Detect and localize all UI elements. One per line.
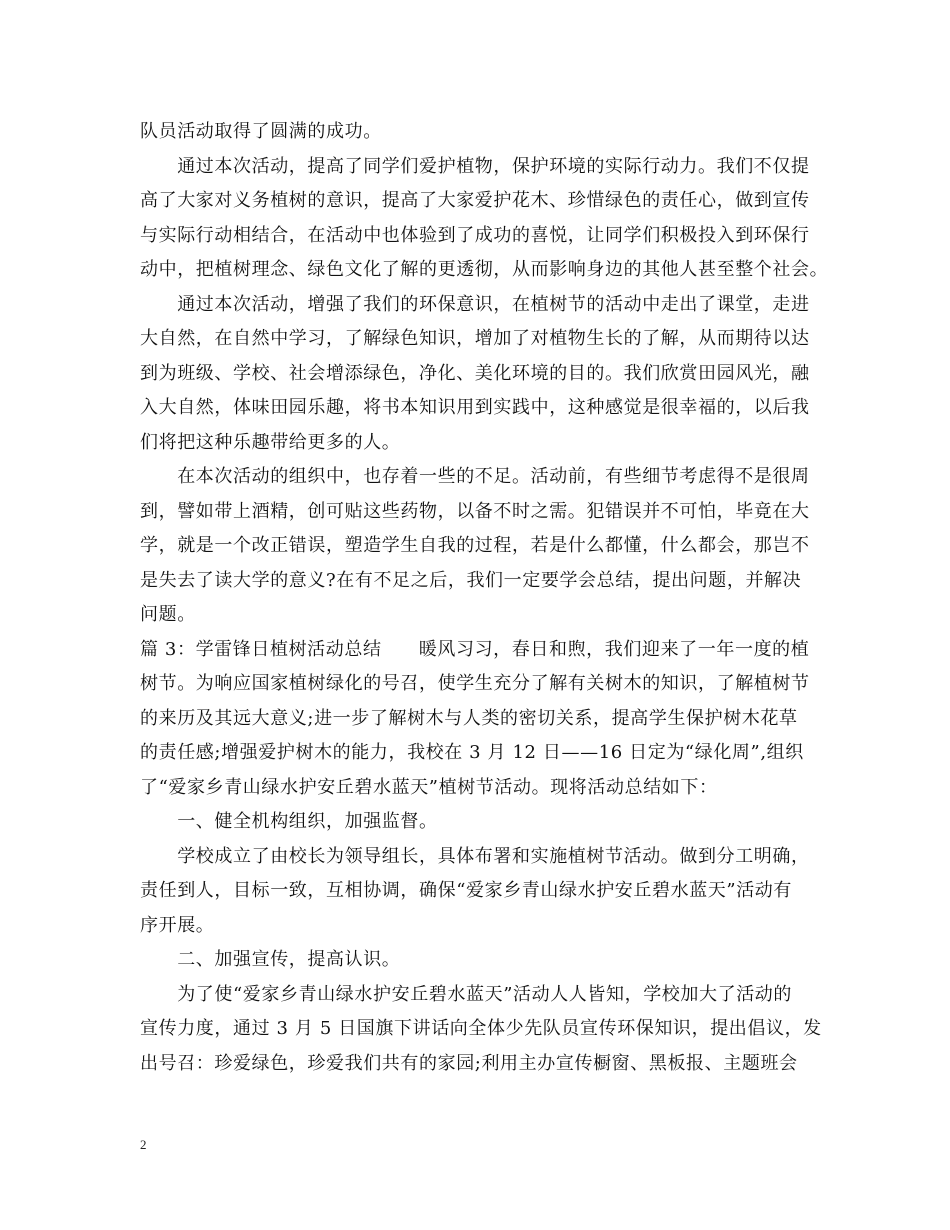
subheading-line: 二、加强宣传，提高认识。 (140, 949, 401, 970)
text-line: 是失去了读大学的意义?在有不足之后，我们一定要学会总结，提出问题，并解决 (140, 569, 802, 591)
text-line: 在本次活动的组织中，也存着一些的不足。活动前，有些细节考虑得不是很周 (140, 466, 810, 487)
text-line: 学，就是一个改正错误，塑造学生自我的过程，若是什么都懂，什么都会，那岂不 (140, 535, 810, 556)
text-line: 动中，把植树理念、绿色文化了解的更透彻，从而影响身边的其他人甚至整个社会。 (140, 259, 829, 280)
text-line: 大自然，在自然中学习，了解绿色知识，增加了对植物生长的了解，从而期待以达 (140, 328, 810, 349)
document-body (140, 115, 830, 1081)
text-line: 到，譬如带上酒精，创可贴这些药物，以备不时之需。犯错误并不可怕，毕竟在大 (140, 500, 810, 522)
text-line: 与实际行动相结合，在活动中也体验到了成功的喜悦，让同学们积极投入到环保行 (140, 224, 810, 246)
text-line: 问题。 (140, 604, 196, 625)
page-number: 2 (140, 1137, 147, 1152)
text-line: 序开展。 (140, 914, 215, 936)
text-line: 为了使“爱家乡青山绿水护安丘碧水蓝天”活动人人皆知，学校加大了活动的 (140, 983, 793, 1005)
text-line: 树节。为响应国家植树绿化的号召，使学生充分了解有关树木的知识，了解植树节 (140, 673, 810, 694)
text-line: 的责任感;增强爱护树木的能力，我校在 3 月 12 日——16 日定为“绿化周”,组织 (140, 742, 804, 763)
text-line: 高了大家对义务植树的意识，提高了大家爱护花木、珍惜绿色的责任心，做到宣传 (140, 190, 810, 211)
text-line: 学校成立了由校长为领导组长，具体布署和实施植树节活动。做到分工明确， (140, 845, 810, 867)
text-line: 通过本次活动，提高了同学们爱护植物，保护环境的实际行动力。我们不仅提 (140, 155, 810, 177)
text-line: 的来历及其远大意义;进一步了解树木与人类的密切关系，提高学生保护树木花草 (140, 707, 798, 729)
text-line: 到为班级、学校、社会增添绿色，净化、美化环境的目的。我们欣赏田园风光，融 (140, 362, 810, 384)
text-line: 宣传力度，通过 3 月 5 日国旗下讲话向全体少先队员宣传环保知识，提出倡议，发 (140, 1018, 822, 1039)
text-line: 责任到人，目标一致，互相协调，确保“爱家乡青山绿水护安丘碧水蓝天”活动有 (140, 880, 793, 901)
text-line: 队员活动取得了圆满的成功。 (140, 121, 382, 142)
subheading-line: 一、健全机构组织，加强监督。 (140, 811, 438, 832)
text-line: 出号召：珍爱绿色，珍爱我们共有的家园;利用主办宣传橱窗、黑板报、主题班会 (140, 1052, 798, 1074)
text-line: 了“爱家乡青山绿水护安丘碧水蓝天”植树节活动。现将活动总结如下： (140, 776, 718, 798)
text-line: 入大自然，体味田园乐趣，将书本知识用到实践中，这种感觉是很幸福的，以后我 (140, 397, 810, 418)
text-line: 们将把这种乐趣带给更多的人。 (140, 431, 401, 453)
text-line: 通过本次活动，增强了我们的环保意识，在植树节的活动中走出了课堂，走进 (140, 293, 810, 315)
section-heading-line: 篇 3：学雷锋日植树活动总结 暖风习习，春日和煦，我们迎来了一年一度的植 (140, 638, 810, 660)
